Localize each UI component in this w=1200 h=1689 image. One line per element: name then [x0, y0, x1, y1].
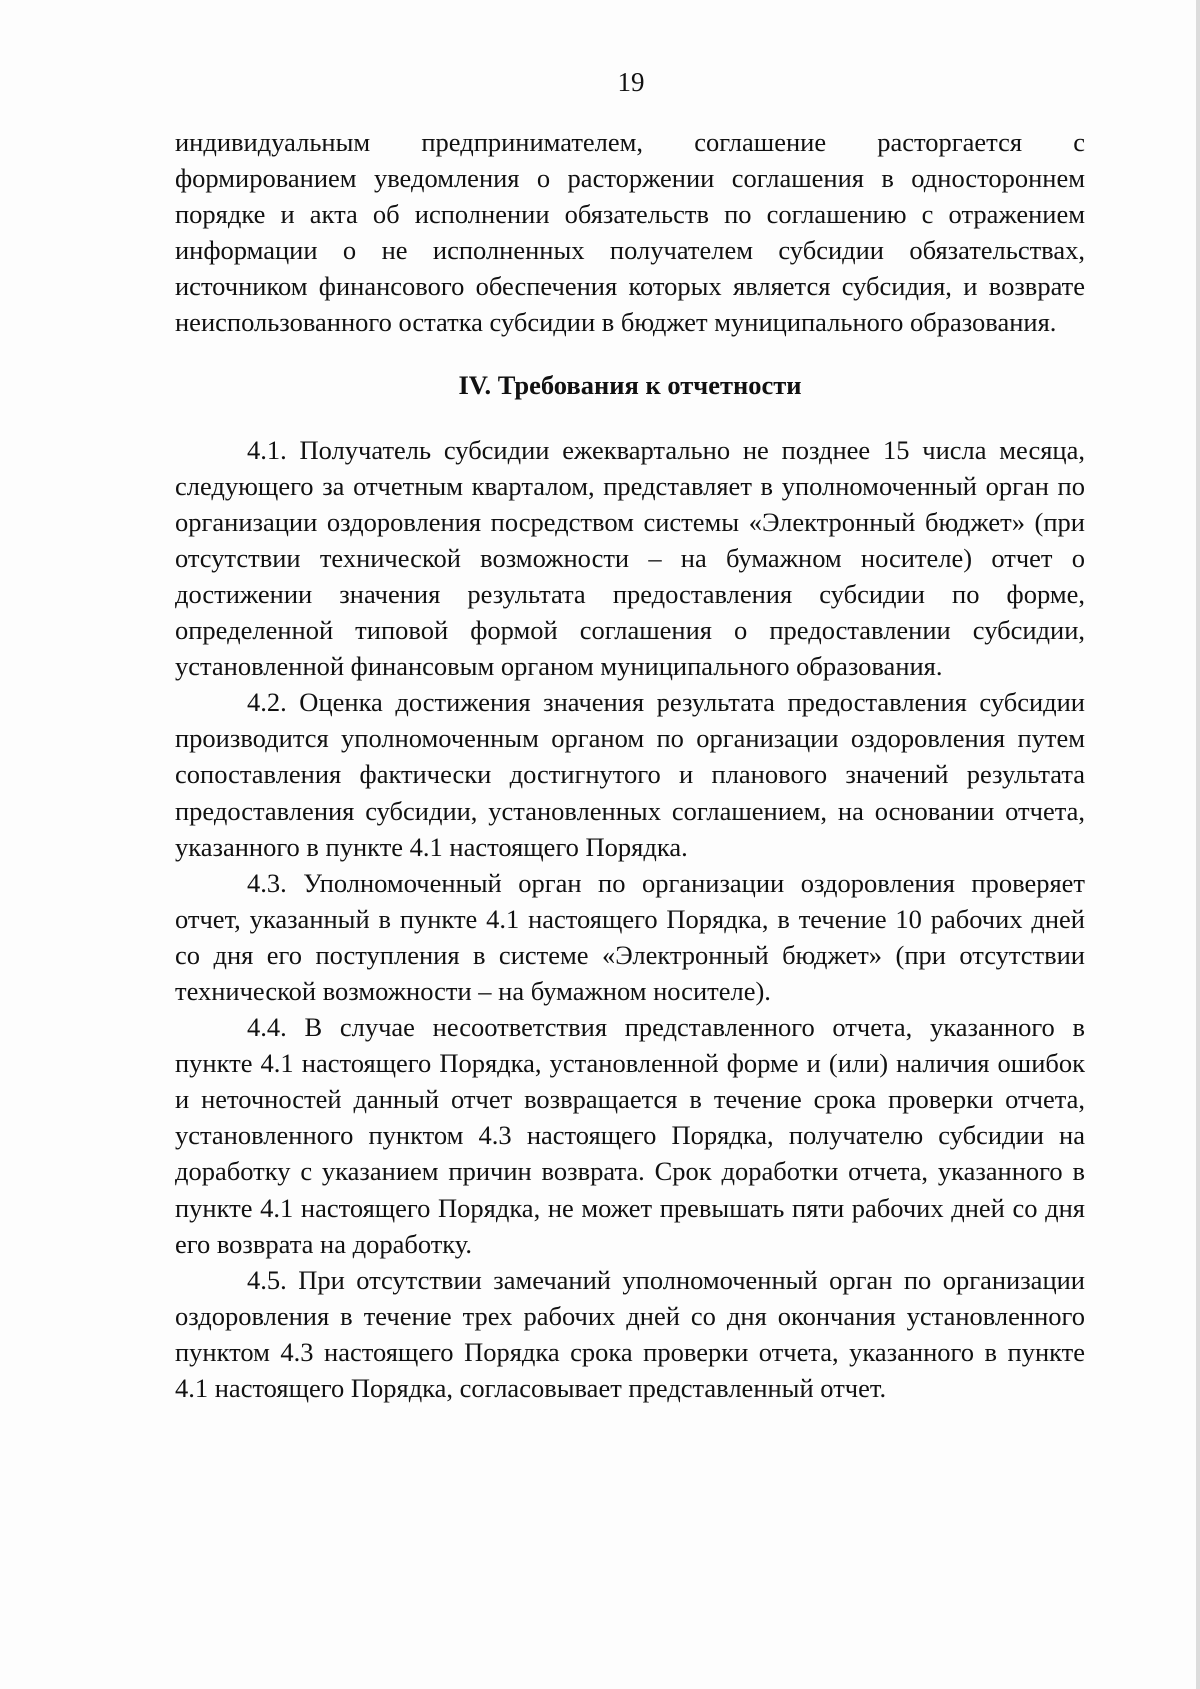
- paragraph-4-2: 4.2. Оценка достижения значения результата предоставления субсидии производится уполномоченным органом по организации оздоровления путем сопоставления фактически достигнутого и планового значений результата предоставления субсидии, установленных соглашением, на основании отчета, указанного в пункте 4.1 настоящего Порядка.: [175, 687, 1085, 862]
- paragraph-4-1: 4.1. Получатель субсидии ежеквартально не позднее 15 числа месяца, следующего за отчетным кварталом, представляет в уполномоченный орган по организации оздоровления посредством системы «Электронный бюджет» (при отсутствии технической возможности – на бумажном носителе) отчет о достижении значения результата предоставления субсидии по форме, определенной типовой формой соглашения о предоставлении субсидии, установленной финансовым органом муниципального образования.: [175, 434, 1085, 682]
- continuation-paragraph: индивидуальным предпринимателем, соглашение расторгается с формированием уведомления о расторжении соглашения в одностороннем порядке и акта об исполнении обязательств по соглашению с отражением информации о не исполненных получателем субсидии обязательствах, источником финансового обеспечения которых является субсидия, и возврате неиспользованного остатка субсидии в бюджет муниципального образования.: [175, 127, 1085, 338]
- page-number: 19: [617, 67, 645, 97]
- document-body: [175, 124, 1085, 1406]
- paragraph-4-4: 4.4. В случае несоответствия представленного отчета, указанного в пункте 4.1 настоящего Порядка, установленной форме и (или) наличия ошибок и неточностей данный отчет возвращается в течение срока проверки отчета, установленного пунктом 4.3 настоящего Порядка, получателю субсидии на доработку с указанием причин возврата. Срок доработки отчета, указанного в пункте 4.1 настоящего Порядка, не может превышать пяти рабочих дней со дня его возврата на доработку.: [175, 1012, 1085, 1259]
- paragraph-4-5: 4.5. При отсутствии замечаний уполномоченный орган по организации оздоровления в течение трех рабочих дней со дня окончания установленного пунктом 4.3 настоящего Порядка срока проверки отчета, указанного в пункте 4.1 настоящего Порядка, согласовывает представленный отчет.: [175, 1264, 1085, 1403]
- section-heading: IV. Требования к отчетности: [458, 369, 802, 400]
- paragraph-4-3: 4.3. Уполномоченный орган по организации оздоровления проверяет отчет, указанный в пункте 4.1 настоящего Порядка, в течение 10 рабочих дней со дня его поступления в системе «Электронный бюджет» (при отсутствии технической возможности – на бумажном носителе).: [175, 867, 1085, 1006]
- page-edge: [1196, 0, 1200, 1689]
